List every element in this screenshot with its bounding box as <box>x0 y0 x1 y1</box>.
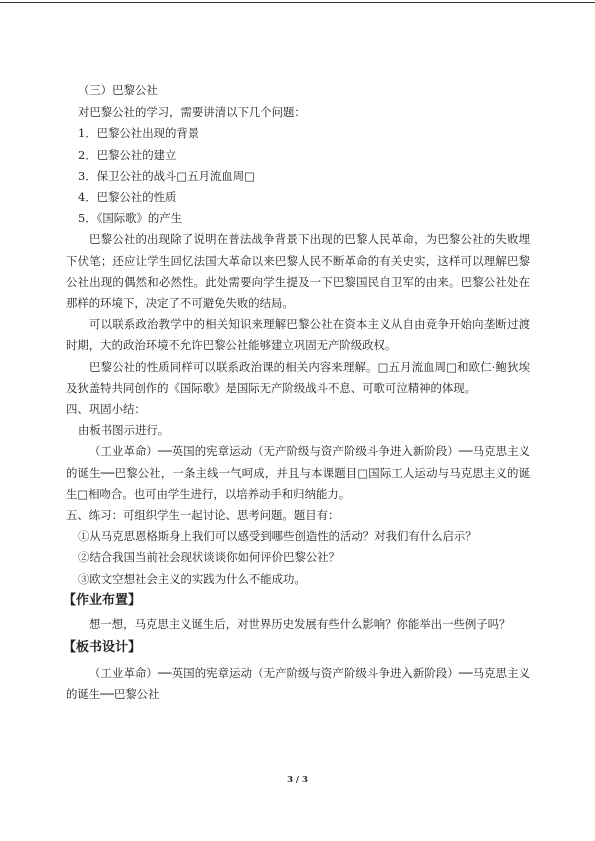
paragraph-politics: 可以联系政治教学中的相关知识来理解巴黎公社在资本主义从自由竞争开始向垄断过渡时期，大的政治环境不允许巴黎公社能够建立巩固无产阶级政权。 <box>66 317 530 353</box>
paragraph-mainline: （工业革命）──英国的宪章运动（无产阶级与资产阶级斗争进入新阶段）──马克思主义的诞生──巴黎公社，一条主线一气呵成，并且与本课题目□国际工人运动与马克思主义的诞生□相吻合。也可由学生进行，以培养动手和归纳能力。 <box>66 444 530 501</box>
exercise-item: ③欧文空想社会主义的实践为什么不能成功。 <box>78 571 306 586</box>
list-item: 5．《国际歌》的产生 <box>78 211 183 226</box>
section-heading-paris-commune: （三）巴黎公社 <box>78 83 158 97</box>
list-item: 4．巴黎公社的性质 <box>78 190 177 205</box>
section-heading-summary: 四、巩固小结： <box>66 402 146 417</box>
list-item: 2．巴黎公社的建立 <box>78 147 177 162</box>
section-heading-exercise: 五、练习：可组织学生一起讨论、思考问题。题目有： <box>66 508 340 523</box>
summary-line: 由板书图示进行。 <box>78 423 170 438</box>
homework-heading: 【作业布置】 <box>63 592 142 608</box>
paragraph-background: 巴黎公社的出现除了说明在普法战争背景下出现的巴黎人民革命，为巴黎公社的失败埋下伏笔；还应让学生回忆法国大革命以来巴黎人民不断革命的有关史实，这样可以理解巴黎公社出现的偶然和必然性。此处需要向学生提及一下巴黎国民自卫军的由来。巴黎公社处在那样的环境下，决定了不可避免失败的结局。 <box>66 232 530 311</box>
intro-line: 对巴黎公社的学习，需要讲清以下几个问题： <box>78 105 306 120</box>
board-design-heading: 【板书设计】 <box>63 640 142 656</box>
exercise-item: ①从马克思恩格斯身上我们可以感受到哪些创造性的活动？对我们有什么启示？ <box>78 529 477 544</box>
document-body <box>63 80 530 705</box>
header-rule <box>0 2 595 3</box>
paragraph-nature: 巴黎公社的性质同样可以联系政治课的相关内容来理解。□五月流血周□和欧仁·鲍狄埃及狄盖特共同创作的《国际歌》是国际无产阶级战斗不息、可歌可泣精神的体现。 <box>66 359 530 395</box>
list-item: 3．保卫公社的战斗□五月流血周□ <box>78 168 255 183</box>
exercise-item: ②结合我国当前社会现状谈谈你如何评价巴黎公社？ <box>78 550 340 565</box>
list-item: 1．巴黎公社出现的背景 <box>78 126 200 141</box>
homework-text: 想一想，马克思主义诞生后，对世界历史发展有些什么影响？你能举出一些例子吗？ <box>89 616 511 631</box>
board-design-text: （工业革命）──英国的宪章运动（无产阶级与资产阶级斗争进入新阶段）──马克思主义的诞生──巴黎公社 <box>66 666 530 702</box>
page-number: 3 / 3 <box>287 775 308 785</box>
